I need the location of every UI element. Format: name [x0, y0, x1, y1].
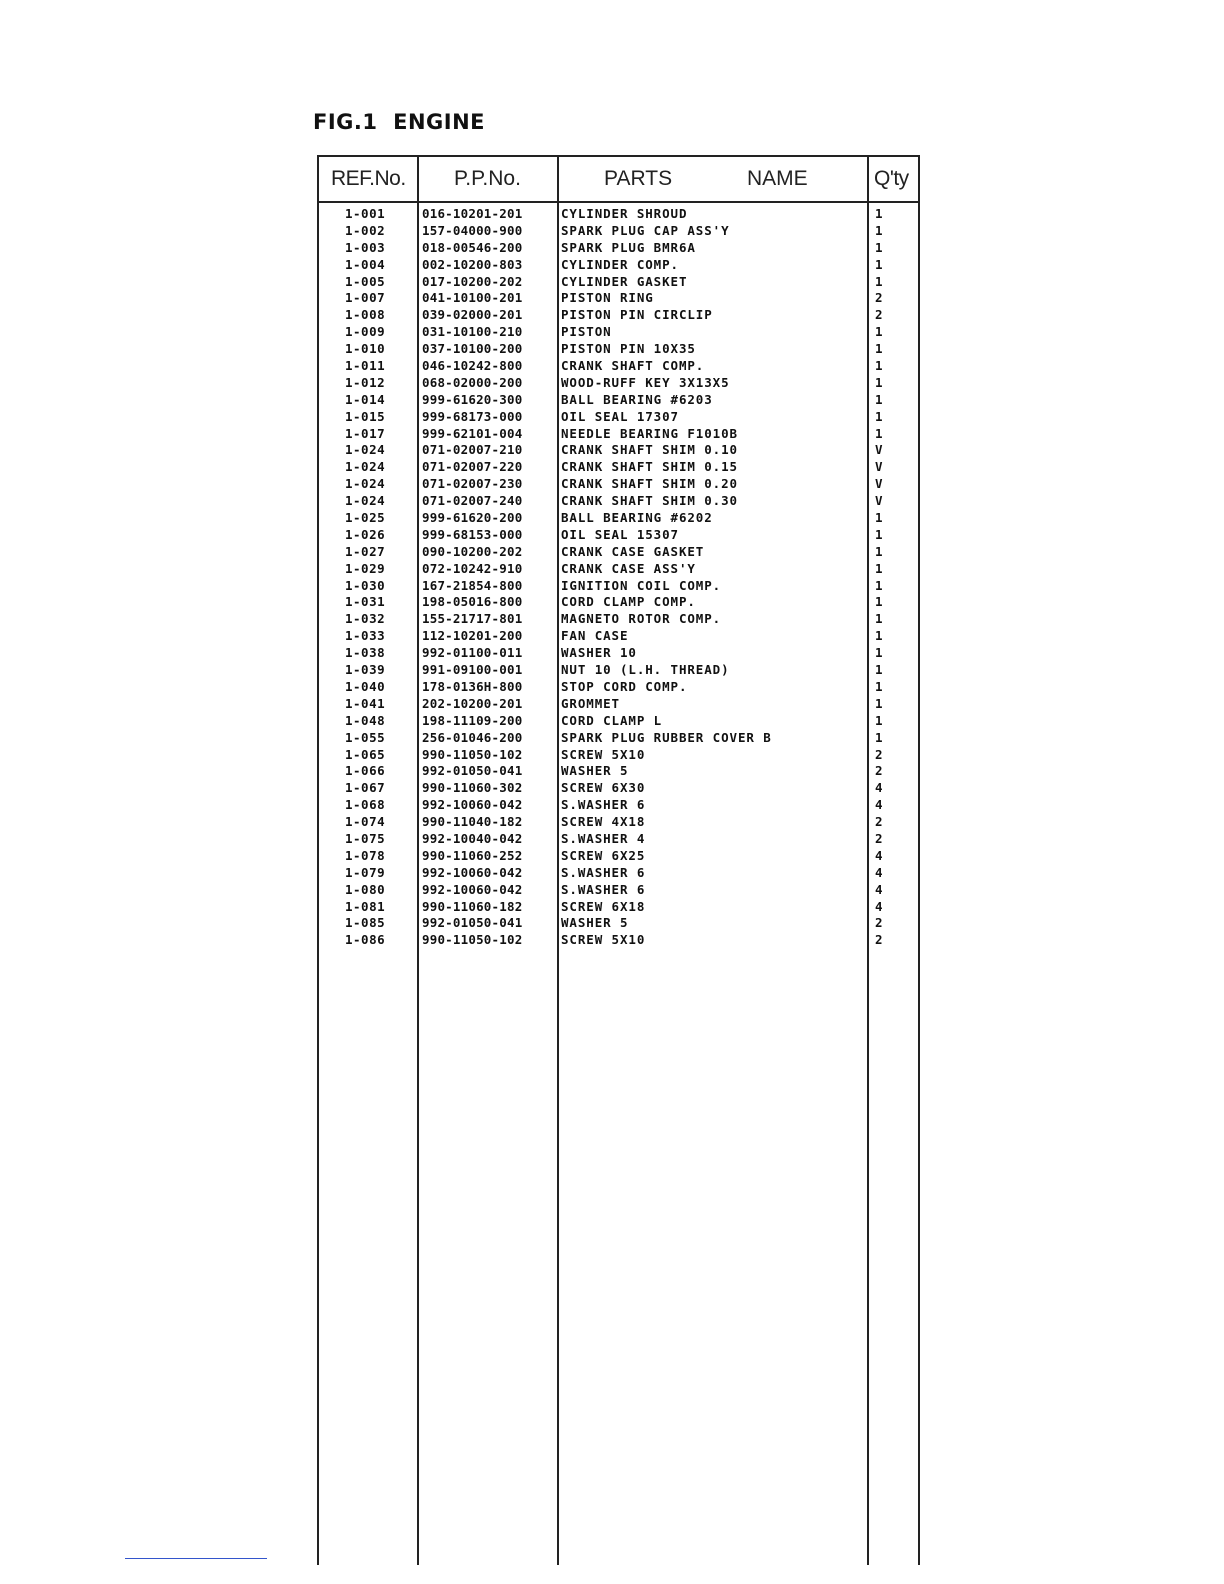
table-row [319, 307, 919, 324]
table-row [319, 274, 919, 291]
part-name-cell: S.WASHER 6 [561, 864, 646, 880]
part-name-cell: SCREW 5X10 [561, 932, 646, 948]
pp-no-cell: 046-10242-800 [422, 358, 523, 374]
ref-no-cell: 1-008 [345, 307, 386, 323]
ref-no-cell: 1-079 [345, 864, 386, 880]
table-row [319, 797, 919, 814]
part-name-cell: CRANK SHAFT COMP. [561, 358, 705, 374]
table-row [319, 561, 919, 578]
pp-no-cell: 155-21717-801 [422, 611, 523, 627]
qty-cell: V [875, 459, 883, 475]
ref-no-cell: 1-078 [345, 847, 386, 863]
table-row [319, 730, 919, 747]
ref-no-cell: 1-024 [345, 442, 386, 458]
qty-cell: 1 [875, 273, 883, 289]
pp-no-cell: 999-68173-000 [422, 408, 523, 424]
table-row [319, 882, 919, 899]
pp-no-cell: 037-10100-200 [422, 341, 523, 357]
qty-cell: 1 [875, 662, 883, 678]
pp-no-cell: 018-00546-200 [422, 239, 523, 255]
pp-no-cell: 256-01046-200 [422, 729, 523, 745]
table-body [319, 206, 919, 949]
ref-no-cell: 1-032 [345, 611, 386, 627]
qty-cell: 1 [875, 543, 883, 559]
ref-no-cell: 1-040 [345, 678, 386, 694]
qty-cell: 1 [875, 678, 883, 694]
pp-no-cell: 992-10040-042 [422, 830, 523, 846]
table-row [319, 527, 919, 544]
qty-cell: 2 [875, 746, 883, 762]
qty-cell: 4 [875, 847, 883, 863]
table-row [319, 763, 919, 780]
qty-cell: 2 [875, 307, 883, 323]
pp-no-cell: 071-02007-230 [422, 476, 523, 492]
ref-no-cell: 1-009 [345, 324, 386, 340]
qty-cell: 1 [875, 594, 883, 610]
pp-no-cell: 999-61620-300 [422, 391, 523, 407]
qty-cell: 4 [875, 881, 883, 897]
qty-cell: 1 [875, 560, 883, 576]
pp-no-cell: 992-01050-041 [422, 915, 523, 931]
qty-cell: 1 [875, 222, 883, 238]
ref-no-cell: 1-031 [345, 594, 386, 610]
part-name-cell: SCREW 6X25 [561, 847, 646, 863]
ref-no-cell: 1-002 [345, 222, 386, 238]
ref-no-cell: 1-003 [345, 239, 386, 255]
part-name-cell: PISTON PIN CIRCLIP [561, 307, 713, 323]
part-name-cell: GROMMET [561, 695, 620, 711]
qty-cell: 2 [875, 932, 883, 948]
pp-no-cell: 071-02007-210 [422, 442, 523, 458]
table-row [319, 223, 919, 240]
header-name: NAME [747, 167, 808, 190]
table-row [319, 932, 919, 949]
part-name-cell: CRANK CASE ASS'Y [561, 560, 696, 576]
ref-no-cell: 1-025 [345, 510, 386, 526]
footer-rule [125, 1558, 267, 1559]
part-name-cell: SPARK PLUG RUBBER COVER B [561, 729, 772, 745]
table-row [319, 392, 919, 409]
pp-no-cell: 178-0136H-800 [422, 678, 523, 694]
table-row [319, 594, 919, 611]
part-name-cell: BALL BEARING #6203 [561, 391, 713, 407]
qty-cell: 4 [875, 898, 883, 914]
part-name-cell: CRANK SHAFT SHIM 0.20 [561, 476, 738, 492]
qty-cell: 1 [875, 425, 883, 441]
pp-no-cell: 090-10200-202 [422, 543, 523, 559]
table-row [319, 713, 919, 730]
pp-no-cell: 999-61620-200 [422, 510, 523, 526]
pp-no-cell: 992-01100-011 [422, 645, 523, 661]
qty-cell: 1 [875, 695, 883, 711]
qty-cell: 1 [875, 324, 883, 340]
table-row [319, 375, 919, 392]
part-name-cell: BALL BEARING #6202 [561, 510, 713, 526]
ref-no-cell: 1-011 [345, 358, 386, 374]
pp-no-cell: 041-10100-201 [422, 290, 523, 306]
qty-cell: 1 [875, 256, 883, 272]
ref-no-cell: 1-066 [345, 763, 386, 779]
table-row [319, 747, 919, 764]
table-row [319, 442, 919, 459]
table-row [319, 409, 919, 426]
part-name-cell: OIL SEAL 17307 [561, 408, 679, 424]
part-name-cell: SPARK PLUG BMR6A [561, 239, 696, 255]
table-row [319, 476, 919, 493]
ref-no-cell: 1-029 [345, 560, 386, 576]
qty-cell: 2 [875, 830, 883, 846]
part-name-cell: S.WASHER 6 [561, 797, 646, 813]
figure-title: FIG.1 ENGINE [313, 110, 485, 134]
part-name-cell: STOP CORD COMP. [561, 678, 688, 694]
qty-cell: 2 [875, 763, 883, 779]
part-name-cell: MAGNETO ROTOR COMP. [561, 611, 722, 627]
table-row [319, 780, 919, 797]
ref-no-cell: 1-033 [345, 628, 386, 644]
pp-no-cell: 992-01050-041 [422, 763, 523, 779]
part-name-cell: PISTON RING [561, 290, 654, 306]
table-row [319, 578, 919, 595]
pp-no-cell: 991-09100-001 [422, 662, 523, 678]
ref-no-cell: 1-085 [345, 915, 386, 931]
ref-no-cell: 1-026 [345, 526, 386, 542]
pp-no-cell: 017-10200-202 [422, 273, 523, 289]
qty-cell: 1 [875, 577, 883, 593]
qty-cell: 1 [875, 526, 883, 542]
qty-cell: 4 [875, 797, 883, 813]
part-name-cell: IGNITION COIL COMP. [561, 577, 722, 593]
part-name-cell: PISTON PIN 10X35 [561, 341, 696, 357]
qty-cell: 2 [875, 290, 883, 306]
pp-no-cell: 071-02007-220 [422, 459, 523, 475]
table-row [319, 865, 919, 882]
pp-no-cell: 999-62101-004 [422, 425, 523, 441]
qty-cell: 1 [875, 408, 883, 424]
pp-no-cell: 990-11060-182 [422, 898, 523, 914]
qty-cell: V [875, 442, 883, 458]
ref-no-cell: 1-048 [345, 712, 386, 728]
qty-cell: 1 [875, 611, 883, 627]
pp-no-cell: 002-10200-803 [422, 256, 523, 272]
ref-no-cell: 1-017 [345, 425, 386, 441]
part-name-cell: NUT 10 (L.H. THREAD) [561, 662, 730, 678]
ref-no-cell: 1-024 [345, 493, 386, 509]
part-name-cell: SCREW 5X10 [561, 746, 646, 762]
pp-no-cell: 990-11050-102 [422, 746, 523, 762]
ref-no-cell: 1-067 [345, 780, 386, 796]
header-pp-no: P.P.No. [454, 167, 521, 190]
table-row [319, 696, 919, 713]
parts-table [317, 155, 920, 1565]
ref-no-cell: 1-086 [345, 932, 386, 948]
header-qty: Q'ty [874, 167, 909, 190]
qty-cell: 1 [875, 239, 883, 255]
table-row [319, 206, 919, 223]
qty-cell: 2 [875, 814, 883, 830]
part-name-cell: CRANK CASE GASKET [561, 543, 705, 559]
part-name-cell: WASHER 5 [561, 763, 629, 779]
table-row [319, 240, 919, 257]
pp-no-cell: 031-10100-210 [422, 324, 523, 340]
qty-cell: 1 [875, 645, 883, 661]
qty-cell: 1 [875, 341, 883, 357]
ref-no-cell: 1-081 [345, 898, 386, 914]
ref-no-cell: 1-010 [345, 341, 386, 357]
pp-no-cell: 990-11060-252 [422, 847, 523, 863]
ref-no-cell: 1-024 [345, 476, 386, 492]
ref-no-cell: 1-038 [345, 645, 386, 661]
pp-no-cell: 992-10060-042 [422, 864, 523, 880]
pp-no-cell: 071-02007-240 [422, 493, 523, 509]
pp-no-cell: 016-10201-201 [422, 206, 523, 221]
table-row [319, 814, 919, 831]
pp-no-cell: 990-11050-102 [422, 932, 523, 948]
part-name-cell: SCREW 6X30 [561, 780, 646, 796]
ref-no-cell: 1-075 [345, 830, 386, 846]
pp-no-cell: 198-05016-800 [422, 594, 523, 610]
part-name-cell: CYLINDER SHROUD [561, 206, 688, 221]
pp-no-cell: 202-10200-201 [422, 695, 523, 711]
part-name-cell: NEEDLE BEARING F1010B [561, 425, 738, 441]
part-name-cell: SCREW 6X18 [561, 898, 646, 914]
ref-no-cell: 1-074 [345, 814, 386, 830]
part-name-cell: CRANK SHAFT SHIM 0.10 [561, 442, 738, 458]
part-name-cell: CORD CLAMP COMP. [561, 594, 696, 610]
ref-no-cell: 1-001 [345, 206, 386, 221]
ref-no-cell: 1-027 [345, 543, 386, 559]
ref-no-cell: 1-014 [345, 391, 386, 407]
pp-no-cell: 039-02000-201 [422, 307, 523, 323]
table-row [319, 493, 919, 510]
table-row [319, 257, 919, 274]
qty-cell: 1 [875, 358, 883, 374]
table-row [319, 628, 919, 645]
part-name-cell: CORD CLAMP L [561, 712, 663, 728]
ref-no-cell: 1-015 [345, 408, 386, 424]
part-name-cell: CRANK SHAFT SHIM 0.15 [561, 459, 738, 475]
part-name-cell: OIL SEAL 15307 [561, 526, 679, 542]
table-row [319, 324, 919, 341]
table-row [319, 459, 919, 476]
qty-cell: 1 [875, 374, 883, 390]
ref-no-cell: 1-080 [345, 881, 386, 897]
pp-no-cell: 068-02000-200 [422, 374, 523, 390]
table-row [319, 510, 919, 527]
ref-no-cell: 1-055 [345, 729, 386, 745]
qty-cell: V [875, 476, 883, 492]
table-row [319, 899, 919, 916]
pp-no-cell: 992-10060-042 [422, 797, 523, 813]
header-divider [319, 201, 918, 203]
pp-no-cell: 999-68153-000 [422, 526, 523, 542]
part-name-cell: SCREW 4X18 [561, 814, 646, 830]
part-name-cell: WASHER 10 [561, 645, 637, 661]
part-name-cell: WOOD-RUFF KEY 3X13X5 [561, 374, 730, 390]
ref-no-cell: 1-030 [345, 577, 386, 593]
ref-no-cell: 1-005 [345, 273, 386, 289]
ref-no-cell: 1-065 [345, 746, 386, 762]
pp-no-cell: 990-11040-182 [422, 814, 523, 830]
part-name-cell: CRANK SHAFT SHIM 0.30 [561, 493, 738, 509]
part-name-cell: S.WASHER 6 [561, 881, 646, 897]
qty-cell: V [875, 493, 883, 509]
qty-cell: 1 [875, 391, 883, 407]
part-name-cell: PISTON [561, 324, 612, 340]
part-name-cell: WASHER 5 [561, 915, 629, 931]
header-parts: PARTS [604, 167, 673, 190]
pp-no-cell: 198-11109-200 [422, 712, 523, 728]
header-ref-no: REF.No. [331, 167, 406, 190]
part-name-cell: SPARK PLUG CAP ASS'Y [561, 222, 730, 238]
ref-no-cell: 1-007 [345, 290, 386, 306]
qty-cell: 4 [875, 780, 883, 796]
pp-no-cell: 990-11060-302 [422, 780, 523, 796]
table-row [319, 915, 919, 932]
table-row [319, 611, 919, 628]
table-row [319, 426, 919, 443]
table-row [319, 848, 919, 865]
pp-no-cell: 112-10201-200 [422, 628, 523, 644]
qty-cell: 4 [875, 864, 883, 880]
ref-no-cell: 1-024 [345, 459, 386, 475]
qty-cell: 1 [875, 712, 883, 728]
table-row [319, 290, 919, 307]
table-row [319, 544, 919, 561]
pp-no-cell: 992-10060-042 [422, 881, 523, 897]
ref-no-cell: 1-039 [345, 662, 386, 678]
qty-cell: 1 [875, 729, 883, 745]
part-name-cell: CYLINDER GASKET [561, 273, 688, 289]
table-row [319, 358, 919, 375]
qty-cell: 2 [875, 915, 883, 931]
ref-no-cell: 1-004 [345, 256, 386, 272]
table-row [319, 662, 919, 679]
ref-no-cell: 1-041 [345, 695, 386, 711]
part-name-cell: CYLINDER COMP. [561, 256, 679, 272]
table-row [319, 341, 919, 358]
pp-no-cell: 157-04000-900 [422, 222, 523, 238]
table-row [319, 679, 919, 696]
part-name-cell: S.WASHER 4 [561, 830, 646, 846]
qty-cell: 1 [875, 206, 883, 221]
pp-no-cell: 167-21854-800 [422, 577, 523, 593]
ref-no-cell: 1-012 [345, 374, 386, 390]
qty-cell: 1 [875, 510, 883, 526]
table-row [319, 645, 919, 662]
ref-no-cell: 1-068 [345, 797, 386, 813]
part-name-cell: FAN CASE [561, 628, 629, 644]
table-row [319, 831, 919, 848]
qty-cell: 1 [875, 628, 883, 644]
pp-no-cell: 072-10242-910 [422, 560, 523, 576]
